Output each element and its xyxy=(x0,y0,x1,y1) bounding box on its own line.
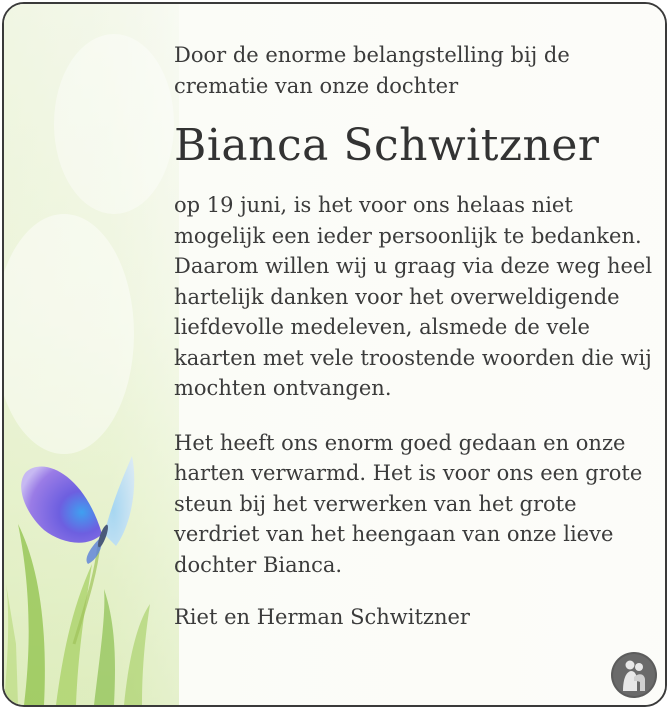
embrace-logo-icon xyxy=(610,651,658,699)
deceased-name: Bianca Schwitzner xyxy=(174,120,600,171)
intro-text: Door de enorme belangstelling bij de crematie van onze dochter xyxy=(174,43,570,98)
notice-text xyxy=(174,40,654,632)
thanks-paragraph-2: Het heeft ons enorm goed gedaan en onze harten verwarmd. Het is voor ons een grote steun bij het verwerken van het grote verdriet van het heengaan van onze lieve dochter Bianca. xyxy=(174,430,643,577)
thanks-paragraph-1: op 19 juni, is het voor ons helaas niet mogelijk een ieder persoonlijk te bedanken. Daarom willen wij u graag via deze weg heel hartelijk danken voor het overweldigende liefdevolle medeleven, alsmede de vele kaarten met vele troostende woorden die wij mochten ontvangen. xyxy=(174,193,653,400)
notice-card xyxy=(2,2,667,707)
signature: Riet en Herman Schwitzner xyxy=(174,605,470,629)
